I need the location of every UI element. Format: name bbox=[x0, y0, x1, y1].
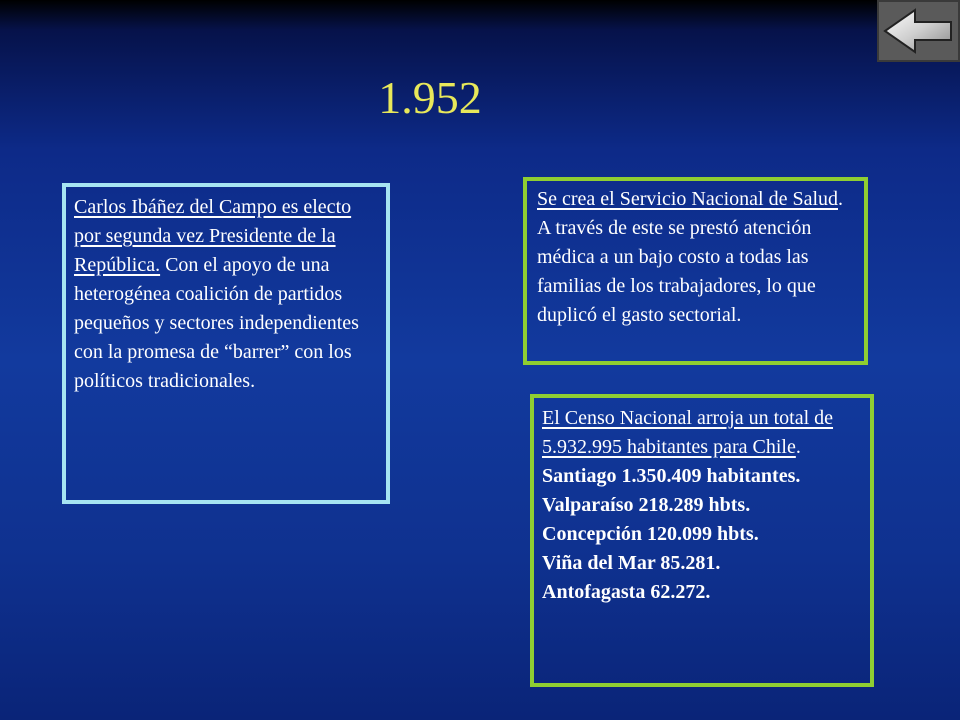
president-headline: Carlos Ibáñez del Campo es electo por segunda vez Presidente de la República. bbox=[74, 196, 352, 276]
census-city-antofagasta: Antofagasta 62.272. bbox=[542, 581, 711, 603]
health-service-description: . A través de este se prestó atención médica a un bajo costo a todas las familias de los trabajadores, lo que duplicó el gasto sectorial. bbox=[537, 188, 843, 326]
slide-title: 1.952 bbox=[378, 72, 482, 123]
census-headline: El Censo Nacional arroja un total de 5.932.995 habitantes para Chile bbox=[542, 407, 834, 458]
health-service-textbox bbox=[523, 177, 868, 365]
health-service-headline: Se crea el Servicio Nacional de Salud bbox=[537, 188, 838, 210]
left-arrow-icon bbox=[879, 2, 958, 60]
president-textbox bbox=[62, 183, 390, 504]
census-city-vina-del-mar: Viña del Mar 85.281. bbox=[542, 552, 721, 574]
census-city-concepcion: Concepción 120.099 hbts. bbox=[542, 523, 759, 545]
president-description: Con el apoyo de una heterogénea coalición de partidos pequeños y sectores independientes con la promesa de “barrer” con los políticos tradicionales. bbox=[74, 254, 359, 392]
census-period: . bbox=[795, 436, 801, 458]
back-button[interactable] bbox=[877, 0, 960, 62]
census-city-valparaiso: Valparaíso 218.289 hbts. bbox=[542, 494, 751, 516]
census-city-santiago: Santiago 1.350.409 habitantes. bbox=[542, 465, 801, 487]
census-textbox bbox=[530, 394, 874, 687]
